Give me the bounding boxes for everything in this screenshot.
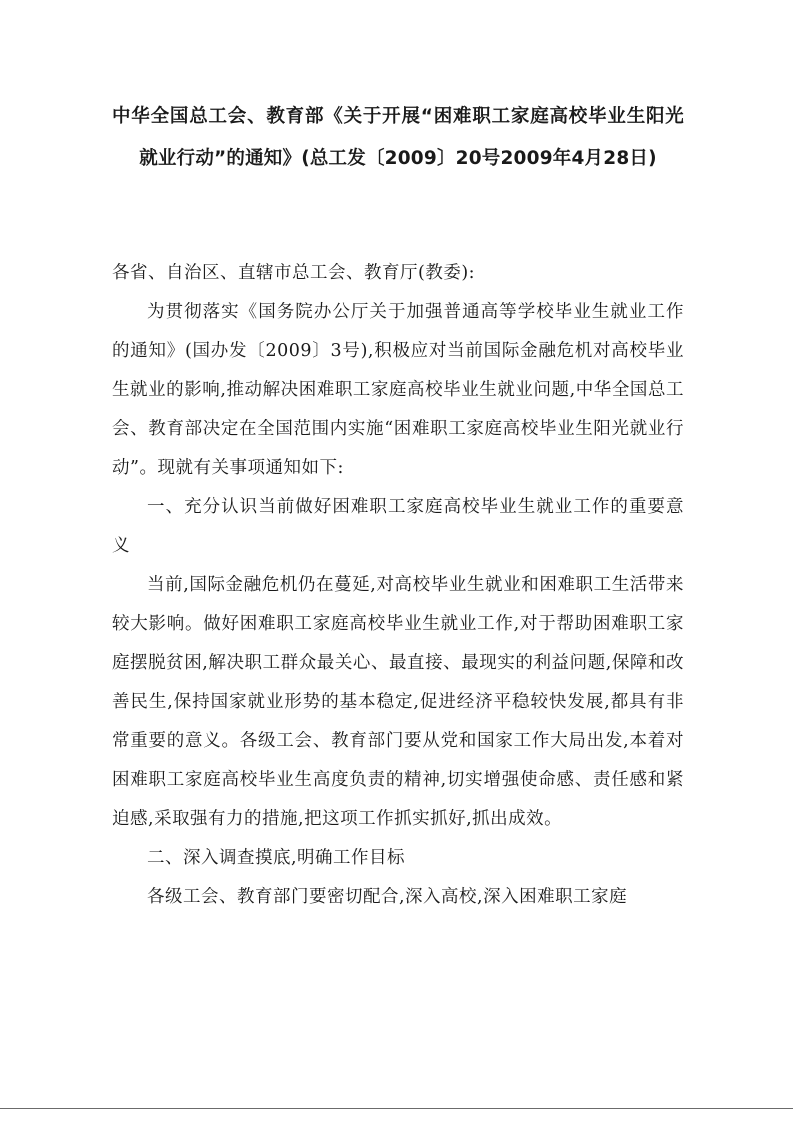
section-heading-1: 一、充分认识当前做好困难职工家庭高校毕业生就业工作的重要意义 — [112, 497, 684, 556]
paragraph-intro: 为贯彻落实《国务院办公厅关于加强普通高等学校毕业生就业工作的通知》(国办发〔2009〕3号),积极应对当前国际金融危机对高校毕业生就业的影响,推动解决困难职工家庭高校毕业生就业问题,中华全国总工会、教育部决定在全国范围内实施“困难职工家庭高校毕业生阳光就业行动”。现就有关事项通知如下: — [112, 302, 684, 478]
document-body — [112, 254, 684, 917]
section-heading-2: 二、深入调查摸底,明确工作目标 — [147, 848, 406, 868]
paragraph-section-2: 各级工会、教育部门要密切配合,深入高校,深入困难职工家庭 — [147, 887, 628, 907]
document-title: 中华全国总工会、教育部《关于开展“困难职工家庭高校毕业生阳光就业行动”的通知》(总工发〔2009〕20号2009年4月28日) — [112, 106, 684, 169]
salutation: 各省、自治区、直辖市总工会、教育厅(教委): — [112, 263, 476, 283]
paragraph-section-1: 当前,国际金融危机仍在蔓延,对高校毕业生就业和困难职工生活带来较大影响。做好困难职工家庭高校毕业生就业工作,对于帮助困难职工家庭摆脱贫困,解决职工群众最关心、最直接、最现实的利益问题,保障和改善民生,保持国家就业形势的基本稳定,促进经济平稳较快发展,都具有非常重要的意义。各级工会、教育部门要从党和国家工作大局出发,本着对困难职工家庭高校毕业生高度负责的精神,切实增强使命感、责任感和紧迫感,采取强有力的措施,把这项工作抓实抓好,抓出成效。 — [112, 575, 684, 829]
page-bottom-divider — [0, 1108, 793, 1109]
